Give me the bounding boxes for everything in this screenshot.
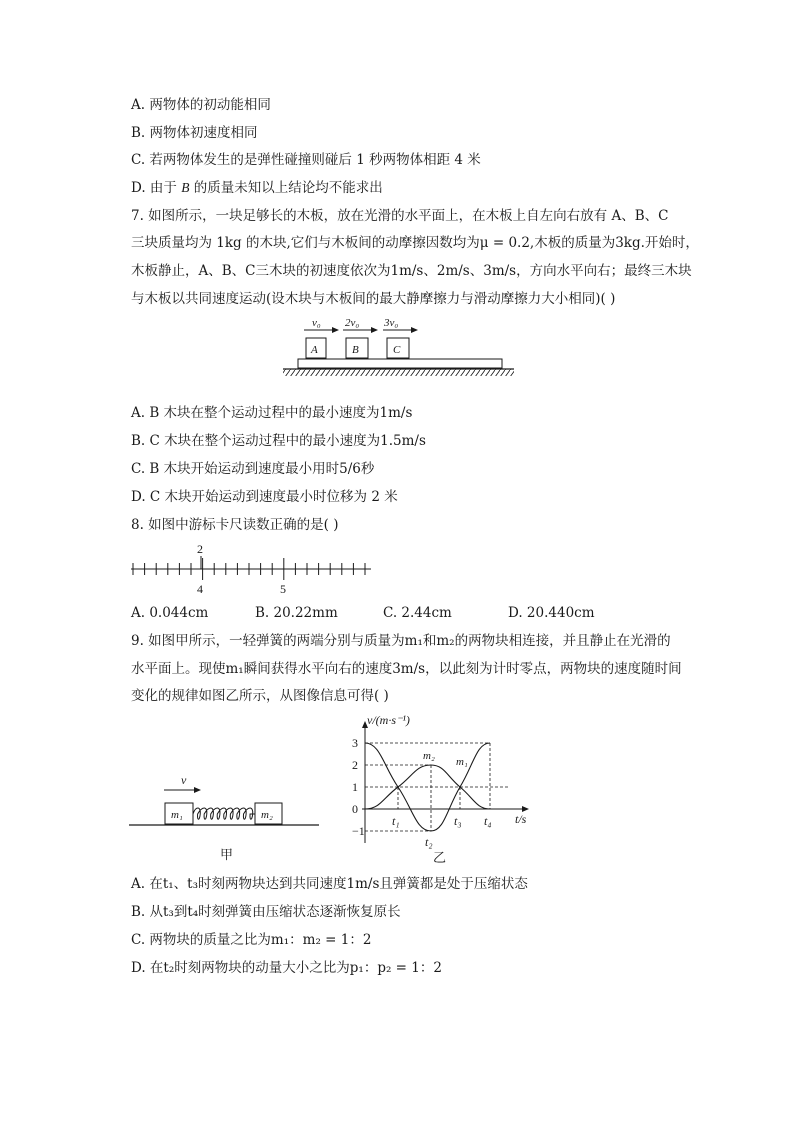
ground-hatch <box>283 369 514 376</box>
chart-axes <box>362 722 528 843</box>
q6-option-a: A. 两物体的初动能相同 <box>131 97 271 113</box>
board <box>298 359 502 368</box>
q9-stem-line-2: 水平面上。现使m₁瞬间获得水平向右的速度3m/s，以此刻为计时零点，两物块的速度随时间 <box>131 661 682 677</box>
chart-x-tick-label: t₂ <box>425 835 433 849</box>
block-m2-label: m₂ <box>261 809 273 821</box>
curve-label-m1: m₁ <box>456 756 468 768</box>
q7-stem-line-3: 木板静止，A、B、C三木块的初速度依次为1m/s、2m/s、3m/s，方向水平向右；最终三木块 <box>131 263 692 279</box>
q6-option-d-var: B <box>181 180 190 195</box>
q6-option-c: C. 若两物体发生的是弹性碰撞则碰后 1 秒两物体相距 4 米 <box>131 152 481 168</box>
chart-x-tick-label: t₃ <box>454 814 462 828</box>
fig-caption-jia: 甲 <box>220 847 234 862</box>
chart-tick-labels <box>352 736 492 849</box>
vt-chart <box>340 710 540 870</box>
chart-x-tick-label: t₁ <box>392 814 400 828</box>
q9-stem-line-1: 9. 如图甲所示，一轻弹簧的两端分别与质量为m₁和m₂的两物块相连接，并且静止在光滑的 <box>131 633 671 649</box>
q8-option-a: A. 0.044cm <box>131 605 209 621</box>
chart-y-tick-label: 3 <box>352 736 358 750</box>
q7-option-c: C. B 木块开始运动到速度最小用时5/6秒 <box>131 461 375 477</box>
block-m1-label: m₁ <box>171 809 183 821</box>
block-c-label: C <box>393 344 401 356</box>
q9-option-a: A. 在t₁、t₃时刻两物块达到共同速度1m/s且弹簧都是处于压缩状态 <box>131 876 528 892</box>
q6-option-d <box>131 179 383 197</box>
caliper-vernier-label-4: 4 <box>197 582 203 596</box>
spring-system-figure <box>126 768 326 868</box>
q8-option-d: D. 20.440cm <box>508 605 595 621</box>
caliper-vernier-label-5: 5 <box>280 582 286 596</box>
q9-stem-line-3: 变化的规律如图乙所示，从图像信息可得( ) <box>131 688 389 704</box>
caliper-main-label: 2 <box>197 542 203 556</box>
velocity-label-a: v₀ <box>312 317 321 329</box>
chart-y-tick-label: 1 <box>352 780 358 794</box>
curve-label-m2: m₂ <box>423 750 435 762</box>
spring <box>193 808 255 819</box>
caliper-ticks <box>133 558 365 580</box>
q9-option-d: D. 在t₂时刻两物块的动量大小之比为p₁：p₂ = 1：2 <box>131 960 442 976</box>
spring-velocity-label: v <box>181 773 187 787</box>
chart-x-axis-label: t/s <box>515 812 527 826</box>
q8-stem: 8. 如图中游标卡尺读数正确的是( ) <box>131 517 339 533</box>
q8-option-c: C. 2.44cm <box>383 605 452 621</box>
q8-option-b: B. 20.22mm <box>255 605 338 621</box>
q9-option-c: C. 两物块的质量之比为m₁：m₂ = 1：2 <box>131 932 372 948</box>
velocity-label-c: 3v₀ <box>384 317 399 329</box>
q6-option-b: B. 两物体初速度相同 <box>131 125 258 141</box>
q6-option-d-post: 的质量未知以上结论均不能求出 <box>189 180 383 196</box>
chart-y-tick-label: 2 <box>352 758 358 772</box>
velocity-label-b: 2v₀ <box>345 317 360 329</box>
chart-y-tick-label: 0 <box>352 802 358 816</box>
q9-option-b: B. 从t₃到t₄时刻弹簧由压缩状态逐渐恢复原长 <box>131 904 401 920</box>
block-a-label: A <box>311 344 318 356</box>
q6-option-d-pre: D. 由于 <box>131 180 182 196</box>
q7-option-d: D. C 木块开始运动到速度最小时位移为 2 米 <box>131 489 398 505</box>
fig-caption-yi: 乙 <box>433 850 447 865</box>
q7-board-figure <box>280 314 520 380</box>
q7-stem-line-2: 三块质量均为 1kg 的木块,它们与木板间的动摩擦因数均为μ = 0.2,木板的质量为3kg.开始时， <box>131 235 699 251</box>
q7-stem-line-1: 7. 如图所示，一块足够长的木板，放在光滑的水平面上，在木板上自左向右放有 A、B、C <box>131 208 669 224</box>
chart-x-tick-label: t₄ <box>484 814 492 828</box>
q7-option-a: A. B 木块在整个运动过程中的最小速度为1m/s <box>131 405 413 421</box>
q7-stem-line-4: 与木板以共同速度运动(设木块与木板间的最大静摩擦力与滑动摩擦力大小相同)( ) <box>131 291 616 307</box>
chart-y-tick-label: −1 <box>352 824 365 838</box>
caliper-figure <box>126 540 376 598</box>
block-b-label: B <box>352 344 359 356</box>
q7-option-b: B. C 木块在整个运动过程中的最小速度为1.5m/s <box>131 433 426 449</box>
chart-y-axis-label: v/(m·s⁻¹) <box>367 713 410 727</box>
